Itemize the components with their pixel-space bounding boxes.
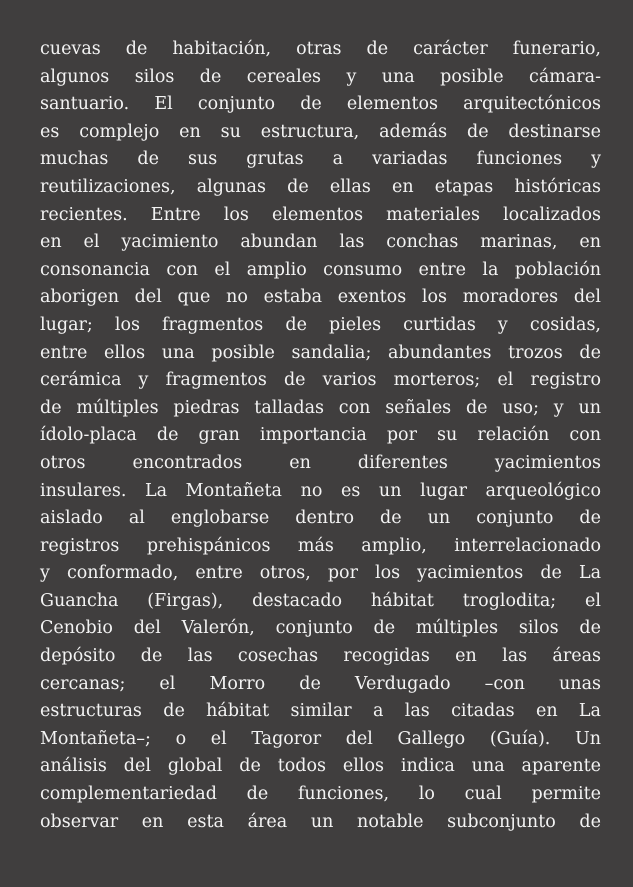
text-line: consonancia con el amplio consumo entre la población <box>40 259 601 280</box>
text-line: es complejo en su estructura, además de destinarse <box>40 121 601 142</box>
text-line: complementariedad de funciones, lo cual permite <box>40 784 601 805</box>
text-line: estructuras de hábitat similar a las citadas en La <box>40 701 601 722</box>
text-line: ídolo-placa de gran importancia por su relación con <box>40 425 601 446</box>
text-line: cuevas de habitación, otras de carácter funerario, <box>40 39 601 59</box>
text-line: observar en esta área un notable subconjunto de <box>40 811 601 832</box>
text-line: aborigen del que no estaba exentos los moradores del <box>40 287 601 308</box>
text-line: recientes. Entre los elementos materiales localizados <box>40 204 601 225</box>
text-line: registros prehispánicos más amplio, interrelacionado <box>40 535 601 556</box>
text-line: aislado al englobarse dentro de un conjunto de <box>40 508 601 529</box>
text-line: Guancha (Firgas), destacado hábitat troglodita; el <box>40 590 601 611</box>
text-line: muchas de sus grutas a variadas funciones y <box>40 149 601 170</box>
text-line: lugar; los fragmentos de pieles curtidas y cosidas, <box>40 314 601 335</box>
text-line: reutilizaciones, algunas de ellas en etapas históricas <box>40 176 601 197</box>
text-line: Cenobio del Valerón, conjunto de múltiples silos de <box>40 618 601 639</box>
text-line: depósito de las cosechas recogidas en las áreas <box>40 646 601 667</box>
text-line: Montañeta–; o el Tagoror del Gallego (Guía). Un <box>40 728 601 749</box>
text-line: y conformado, entre otros, por los yacimientos de La <box>40 563 601 584</box>
text-line: cerámica y fragmentos de varios morteros; el registro <box>40 370 601 391</box>
text-line: insulares. La Montañeta no es un lugar arqueológico <box>40 480 601 501</box>
text-line: entre ellos una posible sandalia; abundantes trozos de <box>40 342 601 363</box>
text-line: de múltiples piedras talladas con señales de uso; y un <box>40 397 601 418</box>
text-line: algunos silos de cereales y una posible cámara- <box>40 66 601 87</box>
text-line: en el yacimiento abundan las conchas marinas, en <box>40 232 601 253</box>
text-line: análisis del global de todos ellos indica una aparente <box>40 756 601 777</box>
text-line: cercanas; el Morro de Verdugado –con unas <box>40 673 601 694</box>
body-text <box>40 36 601 836</box>
text-line: santuario. El conjunto de elementos arquitectónicos <box>40 94 601 115</box>
text-line: otros encontrados en diferentes yacimientos <box>40 452 601 473</box>
